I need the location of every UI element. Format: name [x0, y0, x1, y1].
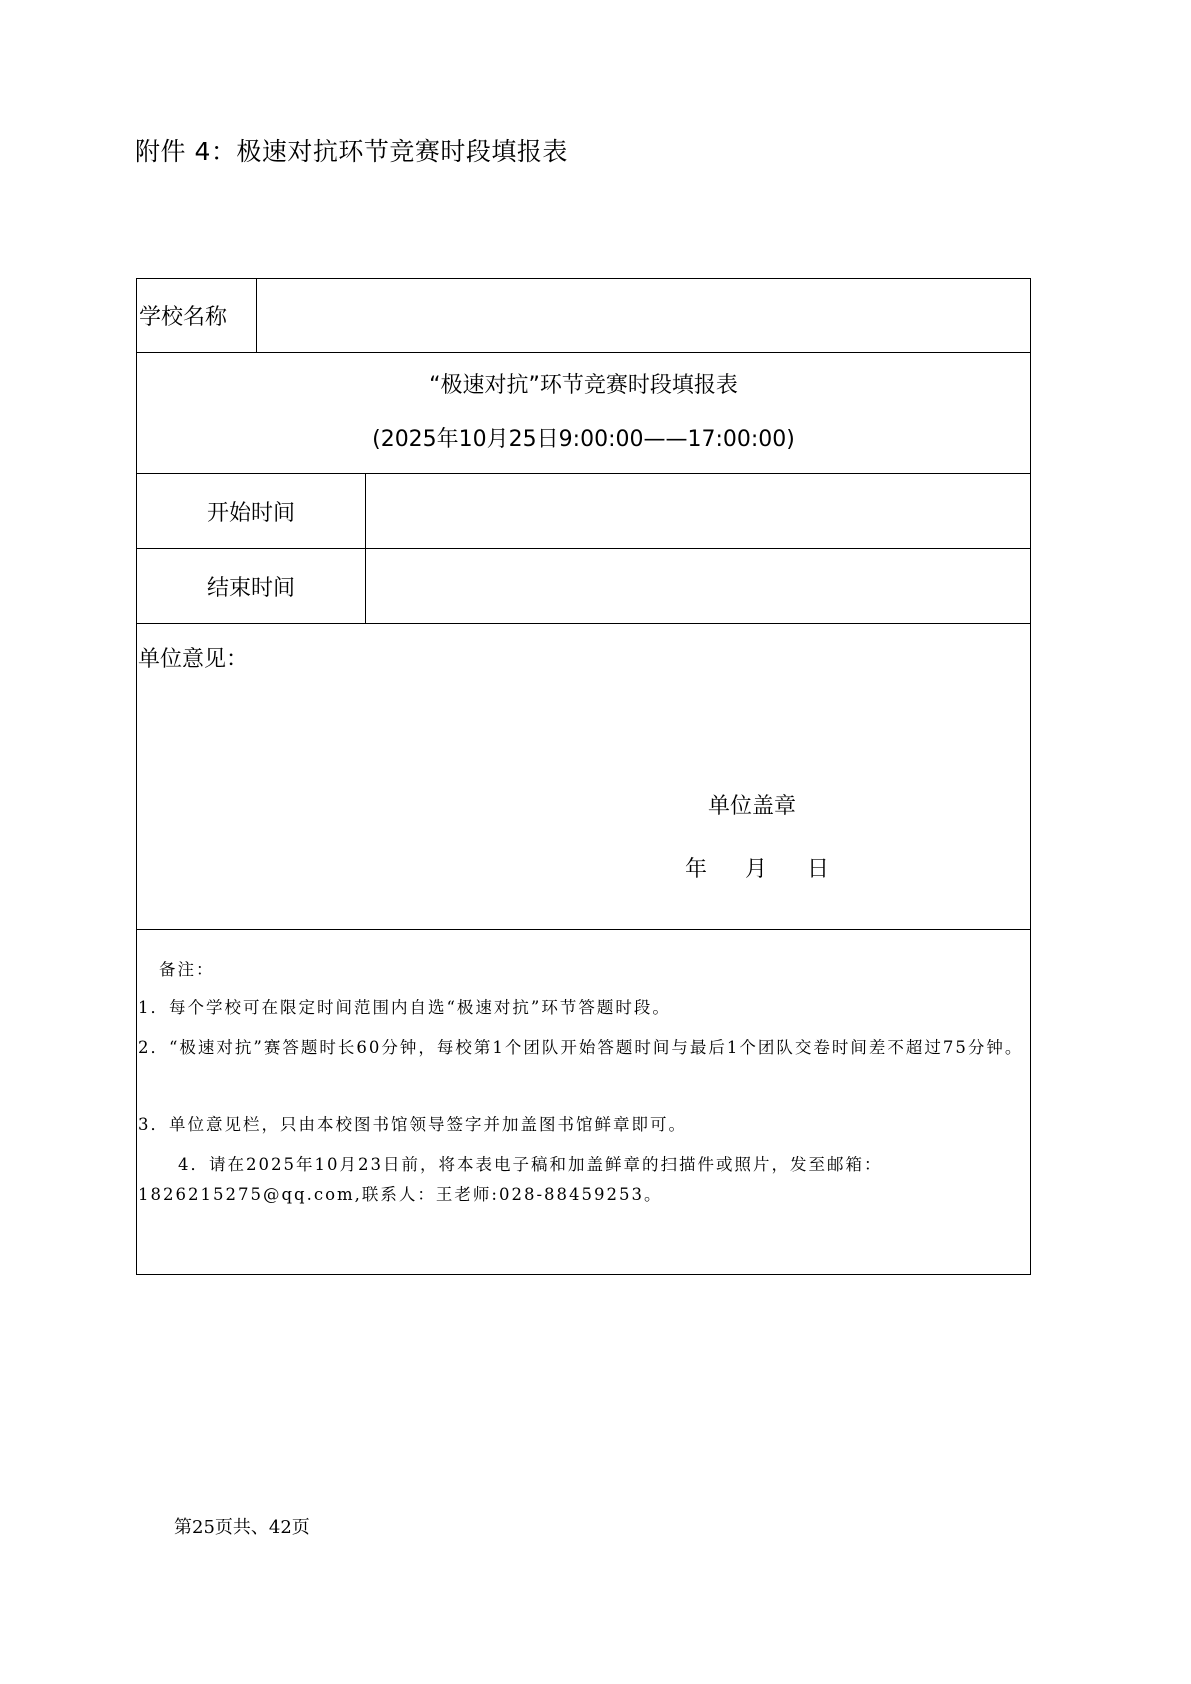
unit-stamp-label: 单位盖章: [708, 794, 797, 819]
end-time-row: [137, 549, 1030, 624]
school-name-field[interactable]: [257, 279, 1030, 352]
note-item-4-text: 4．请在2025年10月23日前，将本表电子稿和加盖鲜章的扫描件或照片，发至邮箱：1826215275@qq.com,联系人：王老师:028-88459253。: [138, 1155, 883, 1204]
start-time-label: 开始时间: [137, 474, 366, 548]
form-title: “极速对抗”环节竞赛时段填报表: [429, 373, 738, 398]
date-month-label: 月: [745, 857, 768, 882]
unit-opinion-label: 单位意见：: [138, 647, 249, 672]
date-year-label: 年: [685, 857, 708, 882]
start-time-row: [137, 474, 1030, 549]
form-time-range: (2025年10月25日9:00:00——17:00:00): [372, 427, 795, 452]
notes-row: [137, 930, 1030, 1274]
note-item-1: 1．每个学校可在限定时间范围内自选“极速对抗”环节答题时段。: [138, 998, 671, 1017]
start-time-field[interactable]: [366, 474, 1030, 548]
note-item-3: 3．单位意见栏，只由本校图书馆领导签字并加盖图书馆鲜章即可。: [138, 1115, 687, 1134]
unit-opinion-row[interactable]: [137, 624, 1030, 930]
end-time-label: 结束时间: [137, 549, 366, 623]
note-item-4: [138, 1150, 1028, 1210]
page-footer: 第25页共、42页: [174, 1517, 310, 1538]
note-item-2: 2．“极速对抗”赛答题时长60分钟，每校第1个团队开始答题时间与最后1个团队交卷时间差不超过75分钟。: [138, 1038, 1024, 1057]
school-name-row: [137, 279, 1030, 353]
end-time-field[interactable]: [366, 549, 1030, 623]
notes-title: 备注：: [159, 960, 215, 979]
registration-form-table: [136, 278, 1031, 1275]
form-title-row: [137, 353, 1030, 474]
date-day-label: 日: [807, 857, 830, 882]
school-name-label: 学校名称: [137, 279, 257, 352]
page-heading: 附件 4：极速对抗环节竞赛时段填报表: [135, 137, 568, 166]
signature-date: [685, 852, 829, 883]
